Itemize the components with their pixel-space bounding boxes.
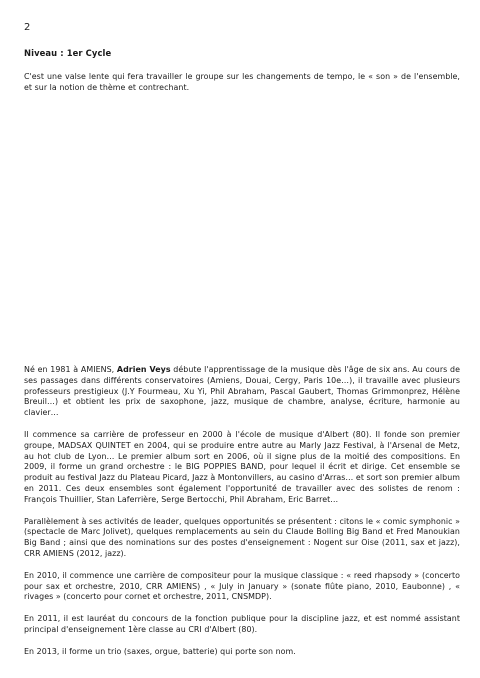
bio-paragraph-5: En 2011, il est lauréat du concours de la fonction publique pour la discipline jazz, et est nommé assistant principal d'enseignement 1ère classe au CRI d'Albert (80). bbox=[24, 614, 460, 634]
bio-paragraph-2: Il commence sa carrière de professeur en 2000 à l'école de musique d'Albert (80). Il fonde son premier groupe, MADSAX QUINTET en 2004, qui se produire entre autre au Marly Jazz Festival, à l'Arsenal de Metz, au hot club de Lyon… Le premier album sort en 2006, où il signe plus de la moitié des compositions. En 2009, il forme un grand orchestre : le BIG POPPIES BAND, pour lequel il écrit et dirige. Cet ensemble se produit au festival Jazz du Plateau Picard, Jazz à Montonvillers, au casino d'Arras… et sort son premier album en 2011. Ces deux ensembles sont également l'opportunité de travailler avec des solistes de renom : François Thuillier, Stan Laferrière, Serge Bertocchi, Phil Abraham, Eric Barret… bbox=[24, 429, 461, 504]
bio-intro-text: Né en 1981 à AMIENS, bbox=[24, 365, 117, 374]
level-heading: Niveau : 1er Cycle bbox=[24, 48, 112, 58]
level-description: C'est une valse lente qui fera travailler le groupe sur les changements de tempo, le « son » de l'ensemble, et sur la notion de thème et contrechant. bbox=[24, 72, 460, 92]
biography-section bbox=[24, 365, 460, 658]
artist-name: Adrien Veys bbox=[116, 365, 171, 374]
bio-paragraph-4: En 2010, il commence une carrière de compositeur pour la musique classique : « reed rhapsody » (concerto pour sax et orchestre, 2010, CRR AMIENS) , « July in January » (sonate flûte piano, 2010, Eaubonne) , « rivages » (concerto pour cornet et orchestre, 2011, CNSMDP). bbox=[24, 570, 460, 602]
bio-paragraph-1 bbox=[24, 365, 460, 419]
bio-paragraph-6: En 2013, il forme un trio (saxes, orgue, batterie) qui porte son nom. bbox=[24, 646, 296, 656]
level-section bbox=[24, 48, 460, 94]
page-number: 2 bbox=[24, 22, 31, 33]
bio-paragraph-3: Parallèlement à ses activités de leader, quelques opportunités se présentent : citons le « comic symphonic » (spectacle de Marc Jolivet), quelques remplacements au sein du Claude Bolling Big Band et Fred Manoukian Big Band ; ainsi que des nominations sur des postes d'enseignement : Nogent sur Oise (2011, sax et jazz), CRR AMIENS (2012, jazz). bbox=[24, 516, 460, 558]
bio-intro-rest: débute l'apprentissage de la musique dès l'âge de six ans. Au cours de ses passages dans différents conservatoires (Amiens, Douai, Cergy, Paris 10e…), il travaille avec plusieurs professeurs prestigieux (J.Y Fourmeau, Xu Yi, Phil Abraham, Pascal Gaubert, Thomas Grimmonprez, Hélène Breuil…) et obtient les prix de saxophone, jazz, musique de chambre, analyse, écriture, harmonie au clavier… bbox=[24, 365, 460, 418]
